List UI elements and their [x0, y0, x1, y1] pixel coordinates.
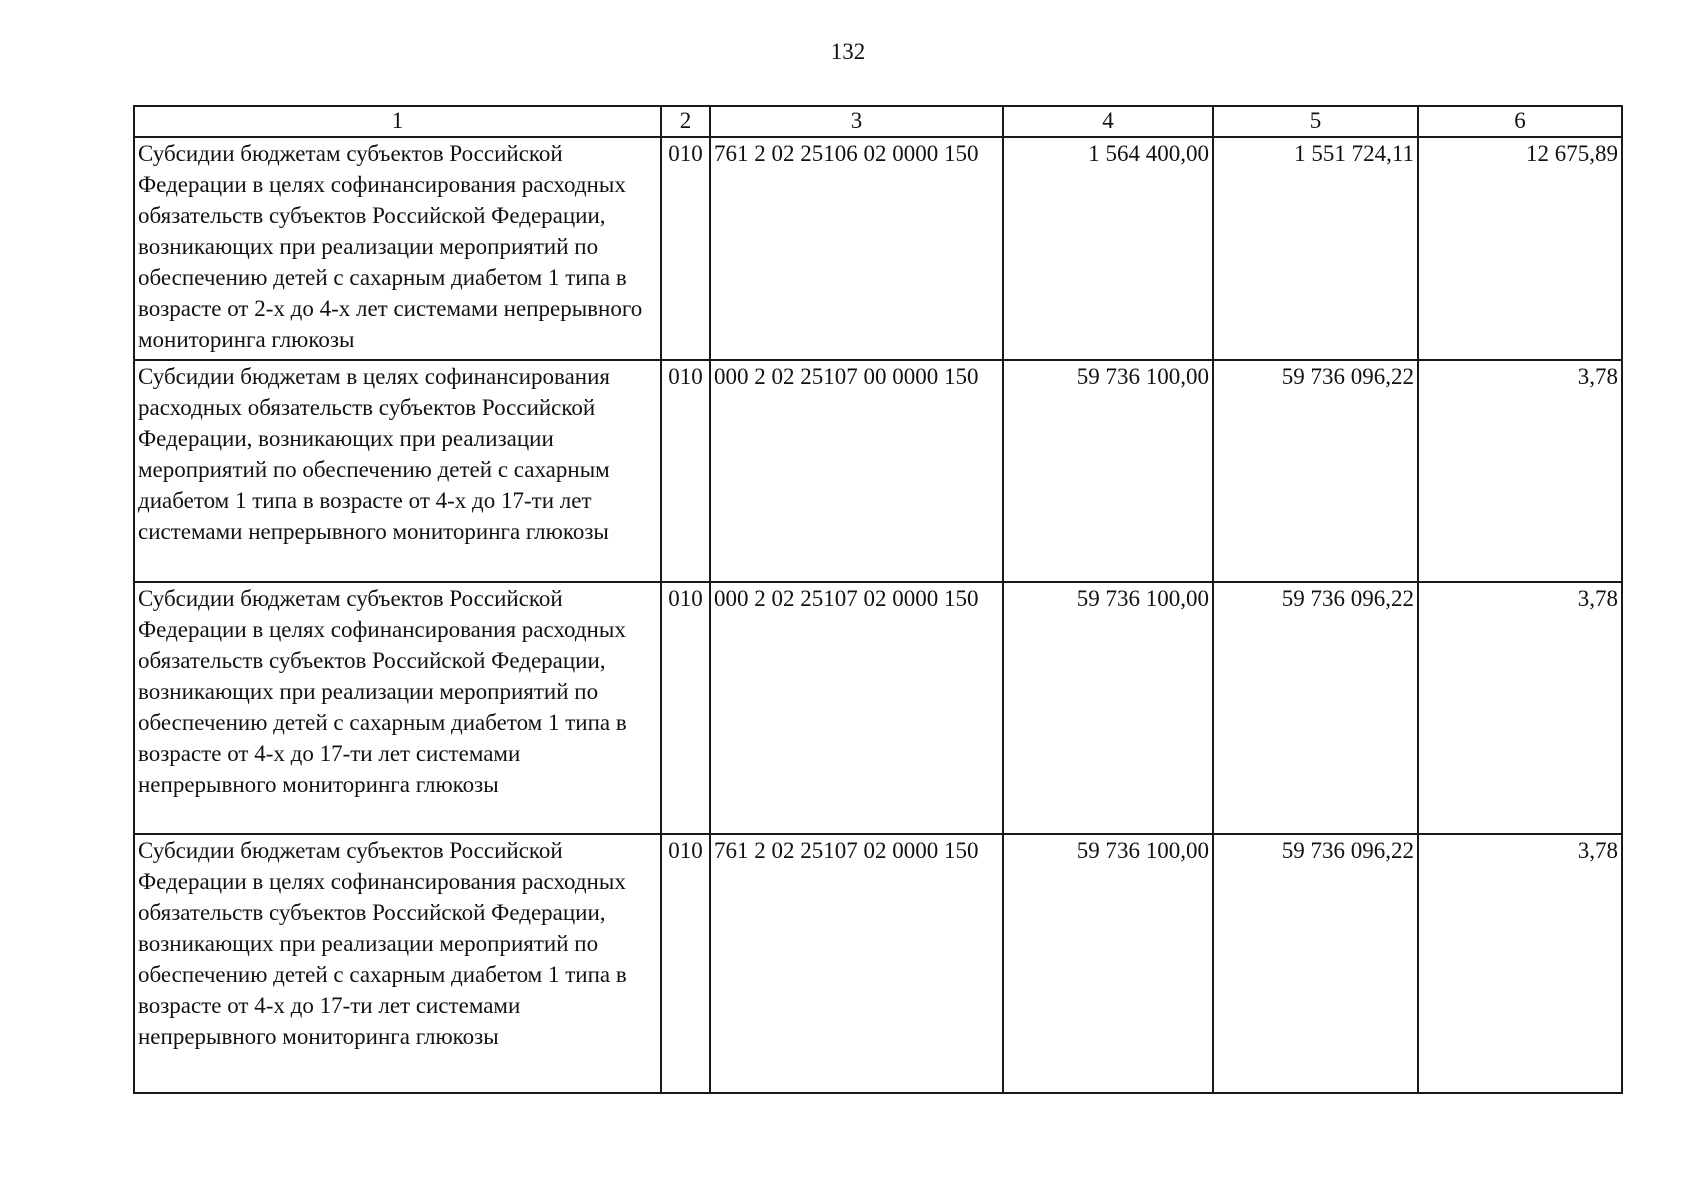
row-remainder-amount: 3,78: [1418, 360, 1622, 582]
page-number: 132: [830, 39, 866, 64]
column-header-3: 3: [710, 106, 1003, 137]
column-header-4: 4: [1003, 106, 1213, 137]
row-line-code: 010: [661, 582, 710, 834]
row-remainder-amount: 3,78: [1418, 834, 1622, 1093]
row-budget-classification-code: 761 2 02 25107 02 0000 150: [710, 834, 1003, 1093]
column-header-5: 5: [1213, 106, 1418, 137]
row-remainder-amount: 3,78: [1418, 582, 1622, 834]
row-description: Субсидии бюджетам субъектов Российской Федерации в целях софинансирования расходных обязательств субъектов Российской Федерации, возникающих при реализации мероприятий по обеспечению детей с сахарным диабетом 1 типа в возрасте от 2-х до 4-х лет системами непрерывного мониторинга глюкозы: [134, 137, 661, 360]
table-row: [134, 360, 1622, 582]
row-line-code: 010: [661, 137, 710, 360]
row-executed-amount: 59 736 096,22: [1213, 834, 1418, 1093]
row-budget-classification-code: 000 2 02 25107 00 0000 150: [710, 360, 1003, 582]
table-row: [134, 582, 1622, 834]
table-row: [134, 137, 1622, 360]
row-description: Субсидии бюджетам субъектов Российской Федерации в целях софинансирования расходных обязательств субъектов Российской Федерации, возникающих при реализации мероприятий по обеспечению детей с сахарным диабетом 1 типа в возрасте от 4-х до 17-ти лет системами непрерывного мониторинга глюкозы: [134, 834, 661, 1093]
row-description: Субсидии бюджетам субъектов Российской Федерации в целях софинансирования расходных обязательств субъектов Российской Федерации, возникающих при реализации мероприятий по обеспечению детей с сахарным диабетом 1 типа в возрасте от 4-х до 17-ти лет системами непрерывного мониторинга глюкозы: [134, 582, 661, 834]
row-line-code: 010: [661, 360, 710, 582]
row-remainder-amount: 12 675,89: [1418, 137, 1622, 360]
row-budget-classification-code: 761 2 02 25106 02 0000 150: [710, 137, 1003, 360]
column-header-6: 6: [1418, 106, 1622, 137]
table-row: [134, 834, 1622, 1093]
row-executed-amount: 59 736 096,22: [1213, 582, 1418, 834]
column-header-1: 1: [134, 106, 661, 137]
table-header-row: [134, 106, 1622, 137]
row-planned-amount: 59 736 100,00: [1003, 834, 1213, 1093]
row-planned-amount: 59 736 100,00: [1003, 360, 1213, 582]
row-planned-amount: 1 564 400,00: [1003, 137, 1213, 360]
row-budget-classification-code: 000 2 02 25107 02 0000 150: [710, 582, 1003, 834]
row-description: Субсидии бюджетам в целях софинансирования расходных обязательств субъектов Российской Федерации, возникающих при реализации мероприятий по обеспечению детей с сахарным диабетом 1 типа в возрасте от 4-х до 17-ти лет системами непрерывного мониторинга глюкозы: [134, 360, 661, 582]
budget-table: [133, 105, 1623, 1094]
row-executed-amount: 1 551 724,11: [1213, 137, 1418, 360]
row-executed-amount: 59 736 096,22: [1213, 360, 1418, 582]
row-planned-amount: 59 736 100,00: [1003, 582, 1213, 834]
column-header-2: 2: [661, 106, 710, 137]
row-line-code: 010: [661, 834, 710, 1093]
